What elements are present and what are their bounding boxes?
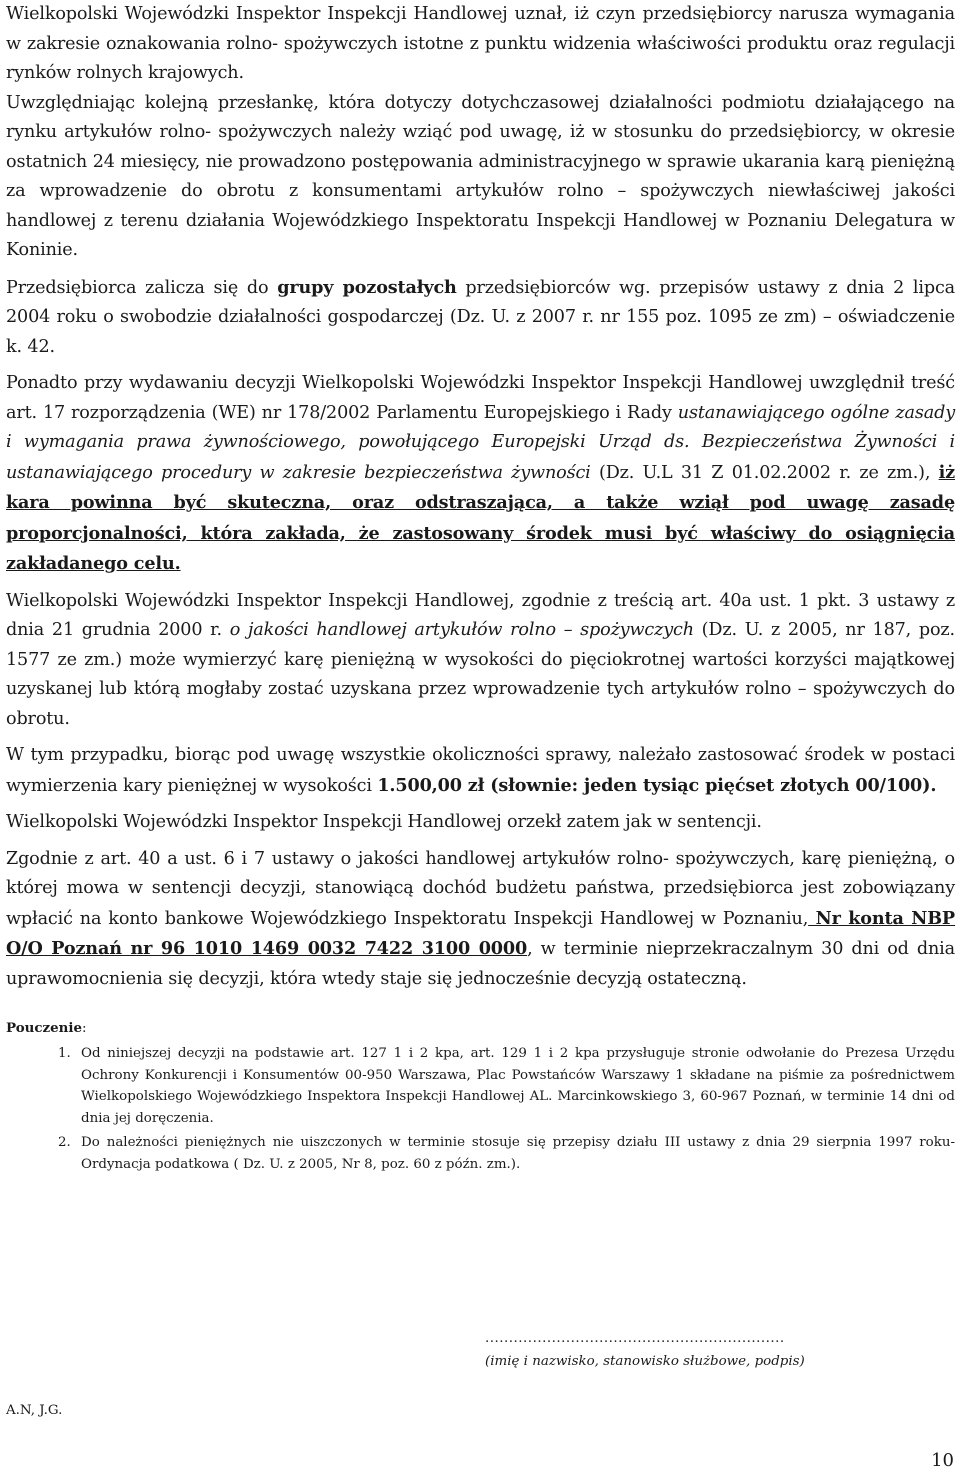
- text: Wielkopolski Wojewódzki Inspektor Inspekcji Handlowej orzekł zatem jak w sentencji.: [6, 812, 762, 832]
- text: Przedsiębiorca zalicza się do: [6, 277, 278, 298]
- signature-line: ...............................................................: [485, 1331, 785, 1346]
- bank-account-number: Nr konta NBP O/O Poznań nr 96 1010 1469 0032 7422 3100 0000: [6, 907, 956, 959]
- notice-item: 1. Od niniejszej decyzji na podstawie art. 127 1 i 2 kpa, art. 129 1 i 2 kpa przysługuje stronie odwołanie do Prezesa Urzędu Ochrony Konkurencji i Konsumentów 00-950 Warszawa, Plac Powstańców Warszawy 1 składane na piśmie za pośrednictwem Wielkopolskiego Wojewódzkiego Inspektora Inspekcji Handlowej AL. Marcinkowskiego 3, 60-967 Poznań, w terminie 14 dni od dnia jej doręczenia.: [75, 1043, 955, 1129]
- notice-title: Pouczenie: [6, 1020, 82, 1036]
- paragraph-penalty-basis: [6, 587, 955, 735]
- page-number: 10: [931, 1450, 954, 1471]
- notice-title-colon: :: [82, 1021, 87, 1036]
- text: Wielkopolski Wojewódzki Inspektor Inspekcji Handlowej, zgodnie z treścią art. 40a ust. 1 pkt. 3 ustawy z dnia 21 grudnia 2000 r.: [6, 590, 955, 640]
- notice-list: [6, 1043, 955, 1175]
- signature-block: [485, 1327, 805, 1373]
- text: Zgodnie z art. 40 a ust. 6 i 7 ustawy o jakości handlowej artykułów rolno- spożywczych, karę pieniężną, o której mowa w sentencji decyzji, stanowiącą dochód budżetu państwa, przedsiębiorca jest zobowiązany wpłacić na konto bankowe Wojewódzkiego Inspektoratu Inspekcji Handlowej w Poznaniu,: [6, 848, 955, 929]
- notice-item: 2. Do należności pieniężnych nie uiszczonych w terminie stosuje się przepisy działu III ustawy z dnia 29 sierpnia 1997 roku- Ordynacja podatkowa ( Dz. U. z 2005, Nr 8, poz. 60 z późn. zm.).: [75, 1132, 955, 1175]
- text: przedsiębiorców wg. przepisów ustawy z dnia 2 lipca 2004 roku o swobodzie działalności gospodarczej (Dz. U. z 2007 r. nr 155 poz. 1095 ze zm) – oświadczenie k. 42.: [6, 277, 956, 357]
- paragraph-assessment-text: Wielkopolski Wojewódzki Inspektor Inspekcji Handlowej uznał, iż czyn przedsiębiorcy narusza wymagania w zakresie oznakowania rolno- spożywczych istotne z punktu widzenia właściwości produktu oraz regulacji rynków rolnych krajowych.: [6, 4, 955, 83]
- text: (Dz. U. z 2005, nr 187, poz. 1577 ze zm.) może wymierzyć karę pieniężną w wysokości do pięciokrotnej wartości korzyści majątkowej uzyskanej lub którą mogłaby zostać uzyskana przez wprowadzenie tych artykułów rolno – spożywczych do obrotu.: [6, 620, 955, 729]
- paragraph-assessment: [6, 0, 955, 89]
- paragraph-enterprise-group: [6, 273, 955, 363]
- paragraph-ruling: [6, 808, 955, 838]
- paragraph-eu-regulation: [6, 369, 955, 580]
- signature-caption: (imię i nazwisko, stanowisko służbowe, podpis): [485, 1354, 805, 1369]
- paragraph-prior-activity-text: Uwzględniając kolejną przesłankę, która dotyczy dotychczasowej działalności podmiotu działającego na rynku artykułów rolno- spożywczych należy wziąć pod uwagę, iż w stosunku do przedsiębiorcy, w okresie ostatnich 24 miesięcy, nie prowadzono postępowania administracyjnego w sprawie ukarania karą pieniężną za wprowadzenie do obrotu z konsumentami artykułów rolno – spożywczych niewłaściwej jakości handlowej z terenu działania Wojewódzkiego Inspektoratu Inspekcji Handlowej w Poznaniu Delegatura w Koninie.: [6, 92, 955, 260]
- regulation-title-italic: ustanawiającego ogólne zasady i wymagania prawa żywnościowego, powołującego Europejski Urząd ds. Bezpieczeństwa Żywności i ustanawiającego procedury w zakresie bezpieczeństwa żywności: [6, 402, 955, 483]
- text: Ponadto przy wydawaniu decyzji Wielkopolski Wojewódzki Inspektor Inspekcji Handlowej uwzględnił treść art. 17 rozporządzenia (WE) nr 178/2002 Parlamentu Europejskiego i Rady: [6, 373, 955, 423]
- author-initials: A.N, J.G.: [6, 1403, 63, 1418]
- text: , w terminie nieprzekraczalnym 30 dni od dnia uprawomocnienia się decyzji, która wtedy staje się jednocześnie decyzją ostateczną.: [6, 939, 955, 989]
- notice-heading: [6, 1018, 955, 1039]
- enterprise-group-bold: grupy pozostałych: [277, 276, 457, 298]
- paragraph-payment: [6, 845, 955, 995]
- proportionality-principle-underlined: iż kara powinna być skuteczna, oraz odstraszająca, a także wziął pod uwagę zasadę proporcjonalności, która zakłada, że zastosowany środek musi być właściwy do osiągnięcia zakładanego celu.: [6, 461, 955, 574]
- paragraph-prior-activity: [6, 89, 955, 266]
- text: (Dz. U.L 31 Z 01.02.2002 r. ze zm.),: [590, 462, 939, 483]
- paragraph-penalty-amount: [6, 741, 955, 801]
- text: W tym przypadku, biorąc pod uwagę wszystkie okoliczności sprawy, należało zastosować środek w postaci wymierzenia kary pieniężnej w wysokości: [6, 745, 955, 796]
- act-title-italic: o jakości handlowej artykułów rolno – spożywczych: [229, 620, 694, 640]
- penalty-amount-bold: 1.500,00 zł (słownie: jeden tysiąc pięćset złotych 00/100).: [377, 774, 937, 796]
